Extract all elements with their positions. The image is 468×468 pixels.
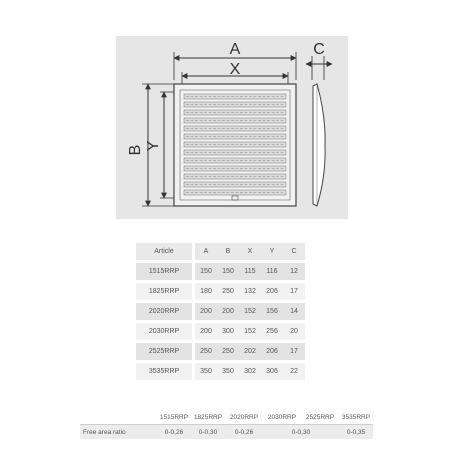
dimension-cell: 156 — [261, 303, 283, 320]
free-area-header: 2020RRP — [225, 410, 263, 425]
dimension-cell: 350 — [195, 363, 217, 380]
dimension-cell: 115 — [239, 263, 261, 280]
dimensions-row — [136, 303, 305, 320]
free-area-header: 3535RRP — [339, 410, 373, 425]
free-area-row-label: Free area ratio — [80, 425, 157, 440]
louver-slat — [184, 118, 286, 123]
dimension-cell: 20 — [283, 323, 305, 340]
article-cell: 2030RRP — [136, 323, 192, 340]
louver-slat — [184, 166, 286, 171]
dimension-cell: 17 — [283, 283, 305, 300]
dimension-cell: 250 — [195, 343, 217, 360]
dimension-cell: 202 — [239, 343, 261, 360]
header-y: Y — [261, 243, 283, 260]
dimension-cell: 302 — [239, 363, 261, 380]
dimension-cell: 152 — [239, 303, 261, 320]
grille-front-view — [174, 84, 296, 206]
free-area-header: 1515RRP — [157, 410, 191, 425]
dimensions-row — [136, 363, 305, 380]
header-article: Article — [136, 243, 192, 260]
header-x: X — [239, 243, 261, 260]
dim-label-c: C — [313, 41, 325, 58]
free-area-header: 1825RRP — [191, 410, 225, 425]
dimensions-row — [136, 343, 305, 360]
dimension-cell: 206 — [261, 343, 283, 360]
dim-label-y: Y — [145, 140, 162, 152]
louver-slat — [184, 150, 286, 155]
dimension-cell: 306 — [261, 363, 283, 380]
dimension-cell: 350 — [217, 363, 239, 380]
dimension-cell: 180 — [195, 283, 217, 300]
dimension-cell: 150 — [217, 263, 239, 280]
louver-slat — [184, 158, 286, 163]
header-a: A — [195, 243, 217, 260]
dimension-cell: 256 — [261, 323, 283, 340]
dimension-cell: 250 — [217, 283, 239, 300]
louver-slat — [184, 102, 286, 107]
free-area-value: 0-0,30 — [191, 425, 225, 440]
article-cell: 3535RRP — [136, 363, 192, 380]
dim-label-x: X — [229, 61, 241, 78]
grille-drawing-svg — [116, 36, 348, 219]
grille-side-view — [313, 84, 325, 206]
dimension-cell: 17 — [283, 343, 305, 360]
dimensions-table — [136, 240, 305, 383]
free-area-header: 2525RRP — [301, 410, 339, 425]
header-c: C — [283, 243, 305, 260]
louver-slat — [184, 134, 286, 139]
article-cell: 2020RRP — [136, 303, 192, 320]
dimension-cell: 250 — [217, 343, 239, 360]
louver-slat — [184, 182, 286, 187]
dimension-cell: 132 — [239, 283, 261, 300]
dimension-cell: 300 — [217, 323, 239, 340]
free-area-value: 0-0,26 — [225, 425, 263, 440]
article-cell: 1825RRP — [136, 283, 192, 300]
grille-technical-drawing — [116, 36, 348, 219]
dim-label-a: A — [229, 41, 241, 58]
free-area-row — [80, 425, 373, 440]
dimensions-header-row — [136, 243, 305, 260]
article-cell: 1515RRP — [136, 263, 192, 280]
louver-slat — [184, 174, 286, 179]
dimension-cell: 14 — [283, 303, 305, 320]
louver-slat — [184, 110, 286, 115]
dimension-cell: 200 — [217, 303, 239, 320]
dimension-cell: 152 — [239, 323, 261, 340]
dimension-cell: 206 — [261, 283, 283, 300]
free-area-value: 0-0,30 — [263, 425, 339, 440]
dimensions-row — [136, 283, 305, 300]
dimension-cell: 12 — [283, 263, 305, 280]
article-cell: 2525RRP — [136, 343, 192, 360]
free-area-value: 0-0,26 — [157, 425, 191, 440]
louver-slat — [184, 190, 286, 195]
louver-slat — [184, 94, 286, 99]
dimension-cell: 200 — [195, 303, 217, 320]
louver-slat — [184, 126, 286, 131]
dimensions-row — [136, 323, 305, 340]
dimensions-row — [136, 263, 305, 280]
louver-slat — [184, 142, 286, 147]
free-area-table — [80, 410, 373, 439]
free-area-header-row — [80, 410, 373, 425]
header-b: B — [217, 243, 239, 260]
free-area-header: 2030RRP — [263, 410, 301, 425]
free-area-value: 0-0,35 — [339, 425, 373, 440]
dimension-cell: 22 — [283, 363, 305, 380]
dim-label-b: B — [127, 144, 144, 156]
dimension-cell: 200 — [195, 323, 217, 340]
dimension-cell: 150 — [195, 263, 217, 280]
dimension-cell: 116 — [261, 263, 283, 280]
